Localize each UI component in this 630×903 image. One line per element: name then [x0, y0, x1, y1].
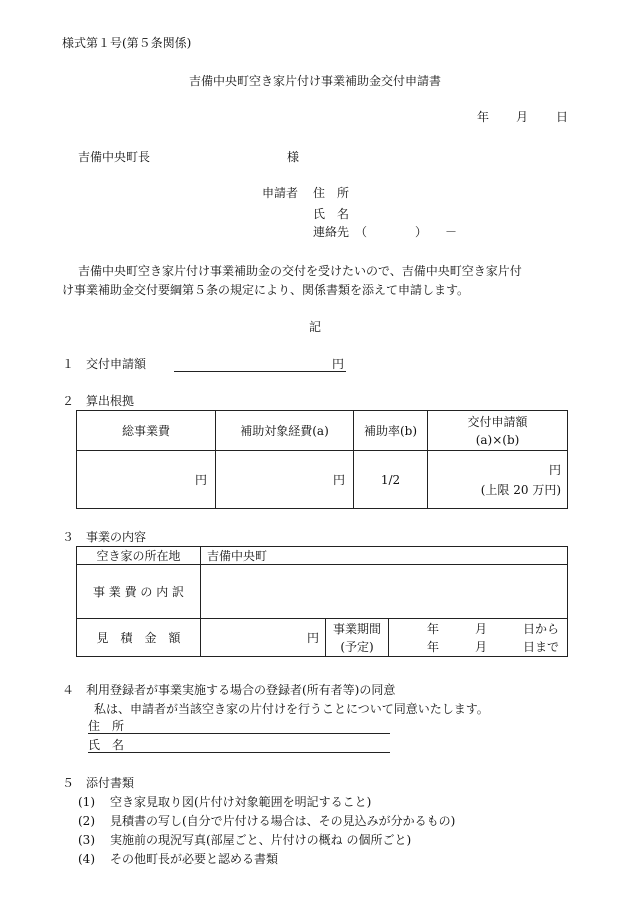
project-content-table: [76, 546, 568, 657]
date-day: 日: [556, 110, 569, 124]
estimate-yen: 円: [306, 630, 319, 645]
header-subsidy-base: 補助対象経費(a): [216, 411, 354, 451]
body-text-line1: 吉備中央町空き家片付け事業補助金の交付を受けたいので、吉備中央町空き家片付: [78, 264, 522, 278]
amount-limit: (上限 20 万円): [480, 482, 561, 497]
period-field[interactable]: [389, 619, 568, 657]
applicant-name-label: 氏 名: [313, 207, 350, 221]
applicant-contact-label: 連絡先 （ ） －: [313, 225, 458, 239]
period-label-line2: (予定): [340, 639, 374, 654]
body-text-line2: け事業補助金交付要綱第５条の規定により、関係書類を添えて申請します。: [62, 283, 470, 297]
header-total: 総事業費: [77, 411, 216, 451]
section4-consent-text: 私は、申請者が当該空き家の片付けを行うことについて同意いたします。: [94, 702, 489, 716]
attachment-text-3: 実施前の現況写真(部屋ごと、片付けの概ね の個所ごと): [110, 833, 412, 847]
amount-cell[interactable]: [428, 451, 568, 509]
attachment-text-4: その他町長が必要と認める書類: [110, 852, 279, 866]
applicant-label: 申請者: [262, 186, 299, 200]
period-from: 年 月 日から: [426, 621, 559, 636]
subsidy-base-yen: 円: [332, 472, 345, 487]
addressee-honorific: 様: [287, 150, 300, 164]
section2-label: ２ 算出根拠: [62, 394, 135, 408]
total-cost-cell[interactable]: [77, 451, 216, 509]
attachment-text-2: 見積書の写し(自分で片付ける場合は、その見込みが分かるもの): [110, 814, 456, 828]
section1-label: １ 交付申請額: [62, 357, 147, 371]
attachment-num-2: (2): [78, 814, 95, 828]
period-to: 年 月 日まで: [426, 639, 559, 654]
section3-label: ３ 事業の内容: [62, 530, 147, 544]
attachment-num-3: (3): [78, 833, 95, 847]
total-cost-yen: 円: [194, 472, 207, 487]
owner-address-field[interactable]: [88, 719, 390, 734]
form-number: 様式第１号(第５条関係): [62, 36, 192, 50]
attachment-num-4: (4): [78, 852, 95, 866]
calculation-table: [76, 410, 568, 509]
location-value[interactable]: 吉備中央町: [201, 547, 568, 565]
ki-heading: 記: [308, 320, 321, 334]
date-month: 月: [516, 110, 529, 124]
header-amount-line2: (a)×(b): [475, 432, 520, 447]
owner-name-field[interactable]: [88, 738, 390, 753]
section4-label: ４ 利用登録者が事業実施する場合の登録者(所有者等)の同意: [62, 683, 396, 697]
location-label: 空き家の所在地: [77, 547, 201, 565]
request-amount-yen: 円: [331, 357, 344, 371]
date-year: 年: [477, 110, 490, 124]
attachment-text-1: 空き家見取り図(片付け対象範囲を明記すること): [110, 795, 372, 809]
subsidy-base-cell[interactable]: [216, 451, 354, 509]
section5-label: ５ 添付書類: [62, 776, 135, 790]
addressee-name: 吉備中央町長: [78, 150, 151, 164]
applicant-address-label: 住 所: [313, 186, 350, 200]
breakdown-field[interactable]: [201, 565, 568, 619]
estimate-field[interactable]: [201, 619, 326, 657]
owner-name-label: 氏 名: [88, 738, 125, 752]
period-label-line1: 事業期間: [332, 621, 381, 636]
breakdown-label: 事 業 費 の 内 訳: [77, 565, 201, 619]
attachment-num-1: (1): [78, 795, 95, 809]
header-amount-line1: 交付申請額: [467, 414, 528, 429]
estimate-label: 見 積 金 額: [77, 619, 201, 657]
request-amount-field[interactable]: [174, 357, 346, 372]
header-rate: 補助率(b): [354, 411, 428, 451]
amount-yen: 円: [548, 462, 561, 477]
owner-address-label: 住 所: [88, 719, 125, 733]
document-title: 吉備中央町空き家片付け事業補助金交付申請書: [188, 74, 441, 88]
period-label: [326, 619, 389, 657]
rate-cell: 1/2: [354, 451, 428, 509]
header-amount: [428, 411, 568, 451]
